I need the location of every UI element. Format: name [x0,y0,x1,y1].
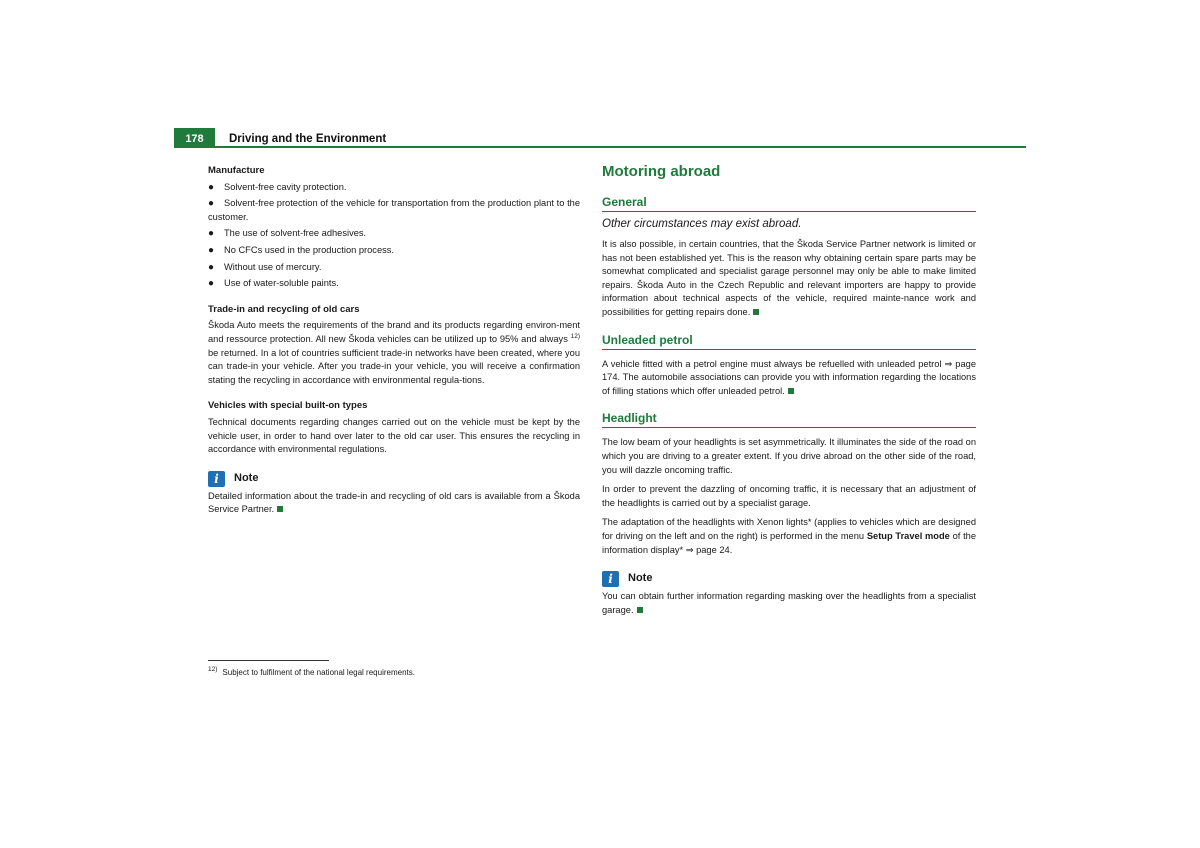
bullet-icon: ● [208,261,215,273]
headlight-paragraph-3: The adaptation of the headlights with Xenon lights* (applies to vehicles which are designed for driving on the left and on the right) is performed in the menu Setup Travel mode of the information display* ⇒ page 24. [602,517,976,555]
general-paragraph: It is also possible, in certain countries, that the Škoda Service Partner network is limited or has not been established yet. This is the reason why obtaining certain spare parts may be somewhat complicated and specialist garage personnel may only be able to make limited repairs. Škoda Auto in the Czech Republic and relevant importers are happy to provide information about technical aspects of the vehicle, required mainte-nance work and possibilities for getting repairs done. [602,239,976,317]
footnote-rule [208,660,329,661]
bullet-icon: ● [208,181,215,193]
right-column [602,162,976,623]
list-item: ● Solvent-free cavity protection. [208,181,347,193]
general-intro: Other circumstances may exist abroad. [602,218,802,230]
header-rule [215,146,1026,148]
section-title: Motoring abroad [602,163,721,180]
general-title: General [602,194,976,212]
unleaded-paragraph: A vehicle fitted with a petrol engine must always be refuelled with unleaded petrol ⇒ page 174. The automobile associations can provide you with information regarding the locations of filling stations which offer unleaded petrol. [602,358,976,396]
chapter-title: Driving and the Environment [229,133,387,145]
manufacture-heading: Manufacture [208,165,265,176]
note-title: Note [234,471,259,484]
info-icon: i [208,471,225,487]
end-of-section-icon [277,506,283,512]
end-of-section-icon [753,309,759,315]
note-header [602,571,976,587]
bullet-icon: ● [208,198,215,210]
footnote-mark: 12) [208,666,218,674]
special-heading: Vehicles with special built-on types [208,400,368,412]
footnote [208,667,415,678]
end-of-section-icon [637,607,643,613]
tradein-heading: Trade-in and recycling of old cars [208,303,360,315]
special-paragraph: Technical documents regarding changes carried out on the vehicle must be kept by the vehicle user, in order to hand over later to the old car user. This ensures the recycling in accordance with environmental regulations. [208,416,580,455]
note-text: Detailed information about the trade-in and recycling of old cars is available from a Škoda Service Partner. [208,490,580,515]
headlight-paragraph-2: In order to prevent the dazzling of oncoming traffic, it is necessary that an adjustment of the headlights is carried out by a specialist garage. [602,484,976,508]
note-title: Note [628,572,653,585]
headlight-paragraph-1: The low beam of your headlights is set asymmetrically. It illuminates the side of the road on which you are driving to a greater extent. If you drive abroad on the other side of the road, you will dazzle oncoming traffic. [602,437,976,475]
tradein-paragraph: Škoda Auto meets the requirements of the brand and its products regarding environ-ment and ressource protection. All new Škoda vehicles can be utilized up to 95% and always $^{12)}$ be returned. In a lot of countries sufficient trade-in networks have been created, where you can trade-in your vehicle. After you trade-in your vehicle, you will receive a confirmation stating the recycling in accordance with environmental regula-tions. [208,320,580,385]
list-item: ● The use of solvent-free adhesives. [208,228,367,240]
unleaded-title: Unleaded petrol [602,332,976,350]
end-of-section-icon [788,388,794,394]
bullet-icon: ● [208,244,215,256]
bullet-icon: ● [208,228,215,240]
left-column [208,164,580,523]
footnote-reference[interactable]: 12) [570,332,580,340]
list-item: ● Without use of mercury. [208,261,322,273]
page-number: 178 [174,128,215,148]
page-header [174,128,1026,148]
footnote-text: Subject to fulfilment of the national legal requirements. [222,668,415,677]
headlight-title: Headlight [602,410,976,428]
menu-path: Setup Travel mode [866,530,950,541]
list-item: ● No CFCs used in the production process. [208,244,395,256]
note-header [208,471,580,487]
manufacture-list [208,181,580,291]
list-item: ● Use of water-soluble paints. [208,278,339,290]
list-item: ● Solvent-free protection of the vehicle for transportation from the production plant to the customer. [208,198,580,222]
note-text: You can obtain further information regarding masking over the headlights from a specialist garage. [602,591,976,615]
info-icon: i [602,571,619,587]
bullet-icon: ● [208,278,215,290]
